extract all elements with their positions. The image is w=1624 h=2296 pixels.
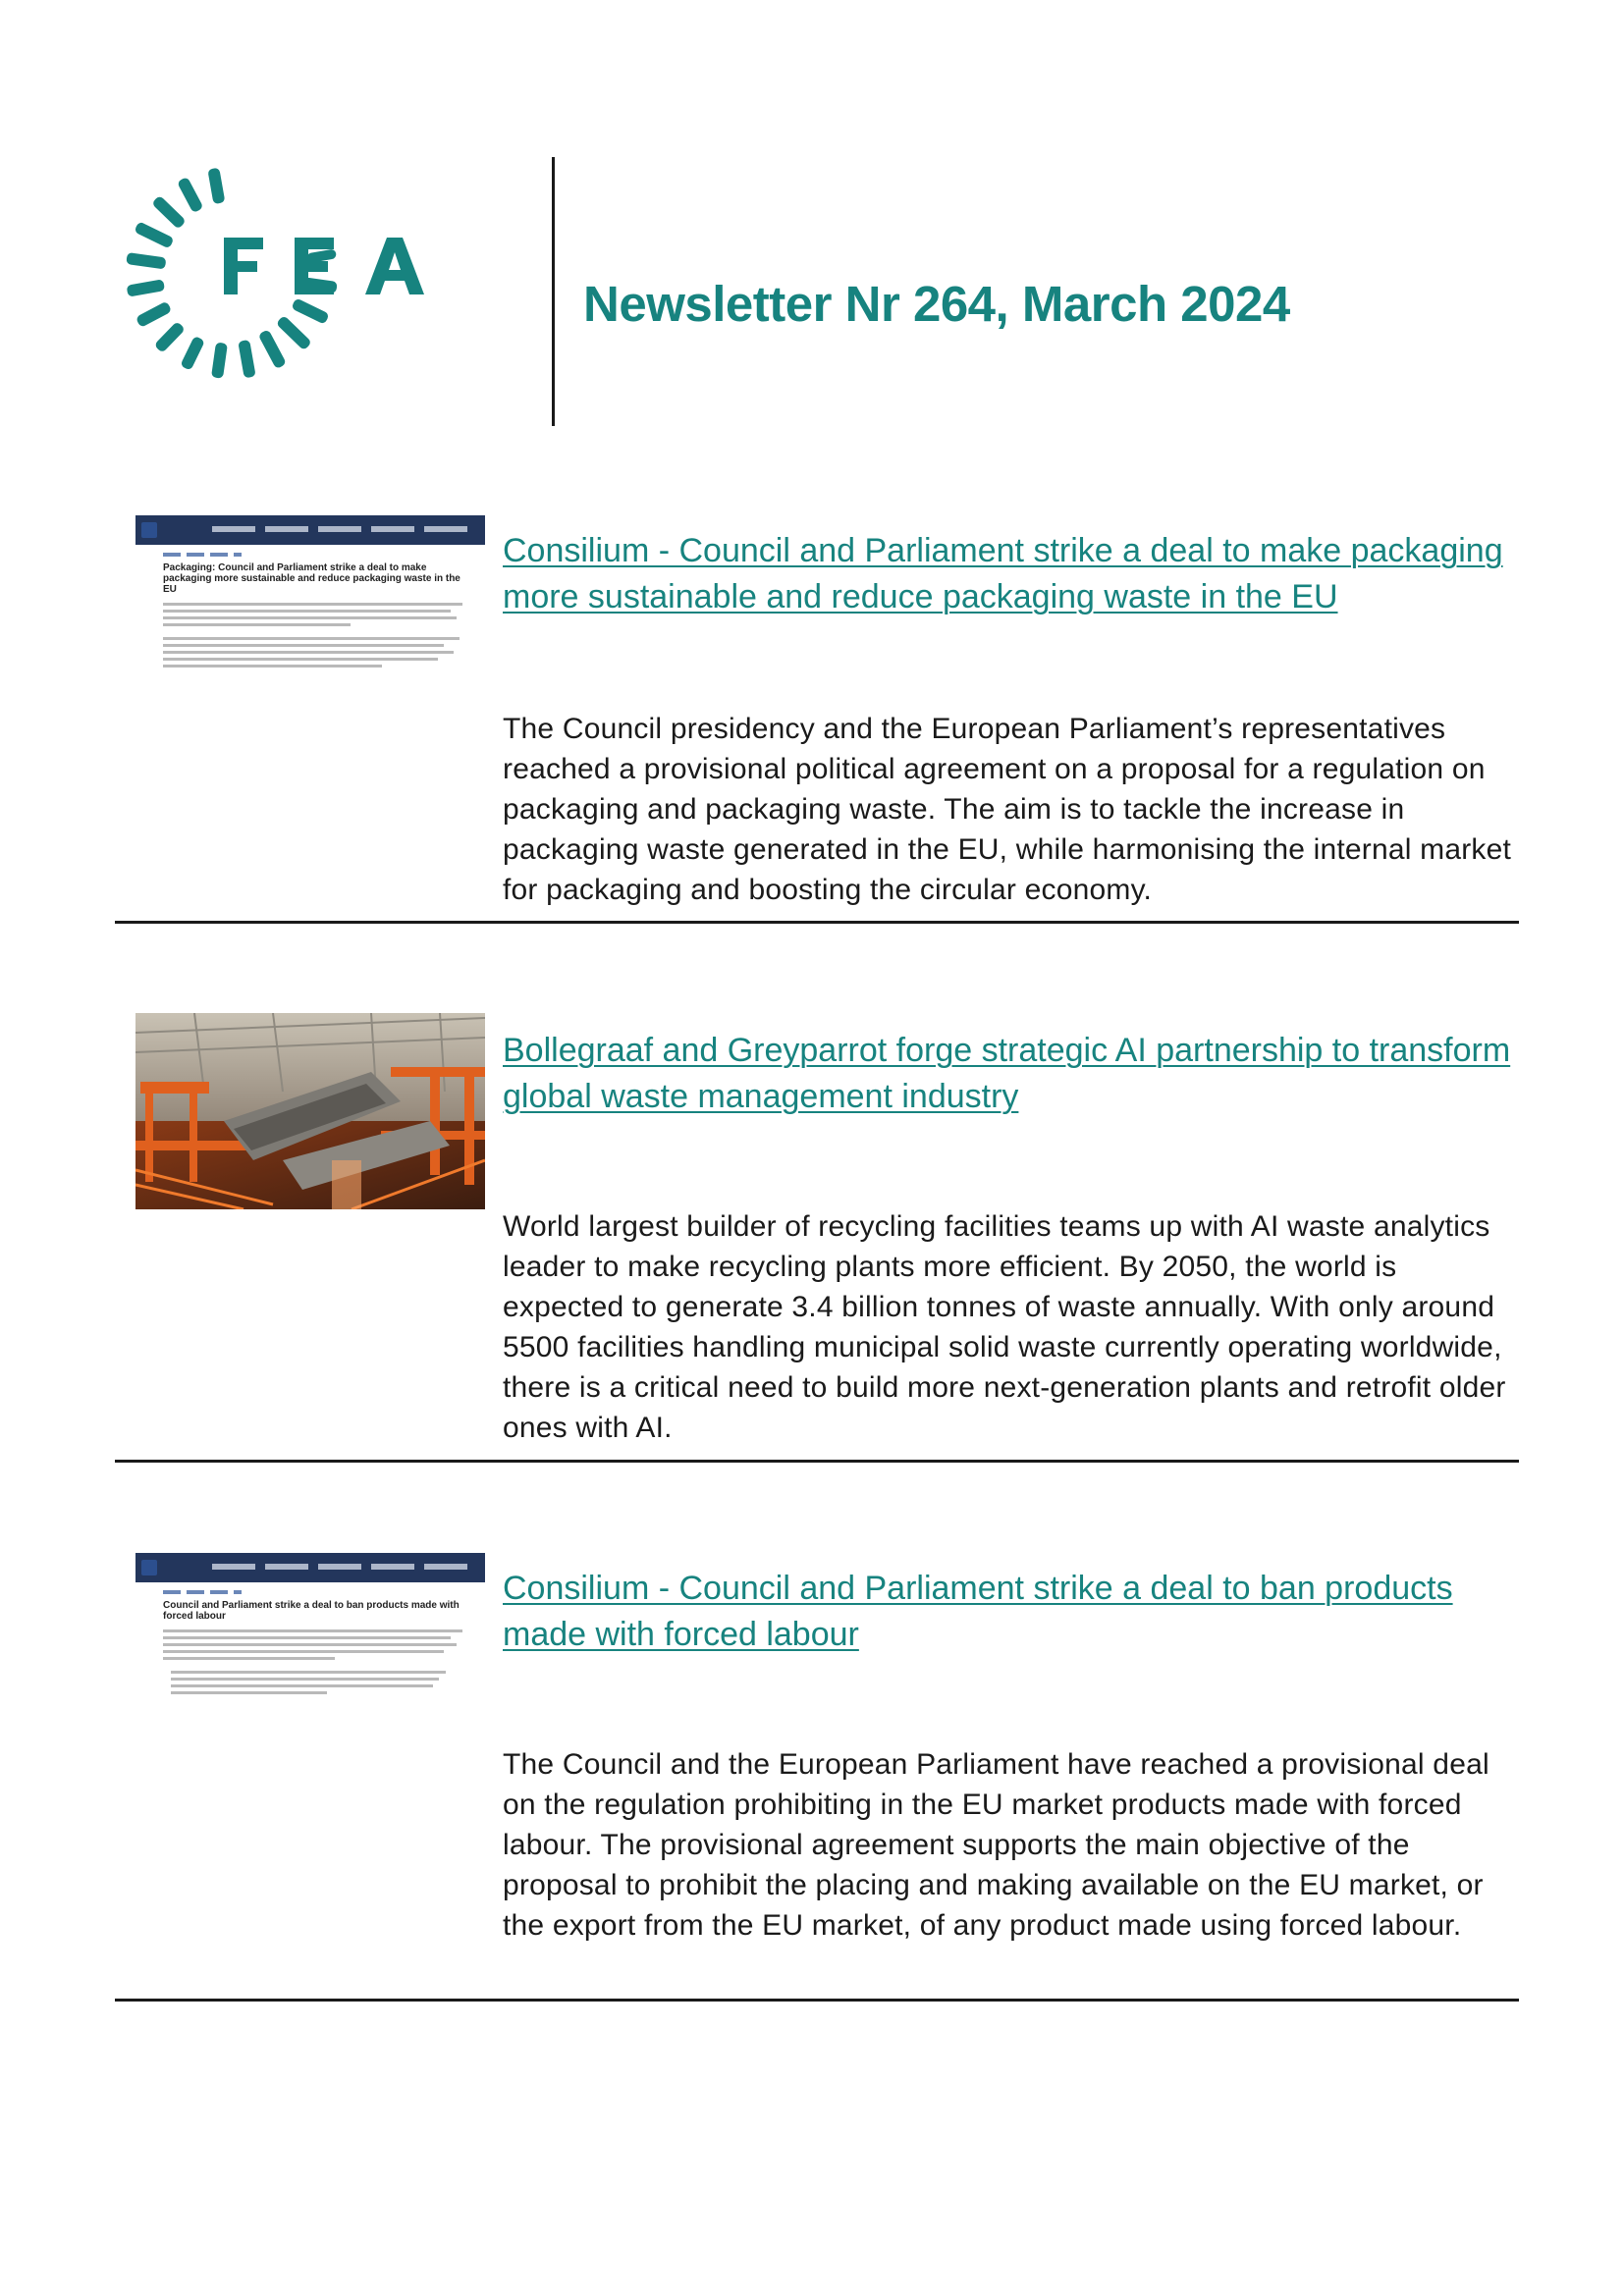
thumbnail-heading: Packaging: Council and Parliament strike a deal to make packaging more sustainable and reduce packaging waste in the EU bbox=[163, 562, 460, 595]
eu-emblem-icon bbox=[141, 522, 157, 538]
thumbnail-body-lines bbox=[163, 1629, 475, 1694]
article-link[interactable]: Consilium - Council and Parliament strike a deal to make packaging more sustainable and reduce packaging waste in the EU bbox=[503, 532, 1503, 615]
article-summary: World largest builder of recycling facilities teams up with AI waste analytics leader to make recycling plants more efficient. By 2050, the world is expected to generate 3.4 billion tonnes of waste annually. With only around 5500 facilities handling municipal solid waste currently operating worldwide, there is a critical need to build more next-generation plants and retrofit older ones with AI. bbox=[503, 1210, 1506, 1444]
article-summary: The Council and the European Parliament have reached a provisional deal on the regulation prohibiting in the EU market products made with forced labour. The provisional agreement supports the main objective of the proposal to prohibit the placing and making available on the EU market, or the export from the EU market, of any product made using forced labour. bbox=[503, 1748, 1489, 1942]
recycling-plant-photo bbox=[135, 1013, 485, 1209]
thumbnail-nav-bar bbox=[135, 1553, 485, 1582]
article-thumbnail[interactable] bbox=[135, 1013, 485, 1209]
article-link[interactable]: Consilium - Council and Parliament strike a deal to ban products made with forced labour bbox=[503, 1570, 1453, 1653]
thumbnail-nav-links bbox=[212, 526, 472, 532]
article-divider bbox=[115, 921, 1519, 924]
newsletter-title: Newsletter Nr 264, March 2024 bbox=[583, 276, 1290, 332]
article-thumbnail[interactable] bbox=[135, 1553, 485, 1730]
article-summary: The Council presidency and the European Parliament’s representatives reached a provisional political agreement on a proposal for a regulation on packaging and packaging waste. The aim is to tackle the increase in packaging waste generated in the EU, while harmonising the internal market for packaging and boosting the circular economy. bbox=[503, 713, 1512, 906]
article-divider bbox=[115, 1460, 1519, 1463]
article-thumbnail[interactable] bbox=[135, 515, 485, 702]
thumbnail-breadcrumb bbox=[163, 553, 242, 557]
thumbnail-body-lines bbox=[163, 603, 475, 667]
thumbnail-nav-bar bbox=[135, 515, 485, 545]
fea-logo-mark bbox=[116, 157, 440, 383]
header-divider bbox=[552, 157, 555, 426]
thumbnail-nav-links bbox=[212, 1564, 472, 1570]
article-divider bbox=[115, 1999, 1519, 2002]
thumbnail-heading: Council and Parliament strike a deal to ban products made with forced labour bbox=[163, 1600, 460, 1622]
eu-emblem-icon bbox=[141, 1560, 157, 1575]
thumbnail-breadcrumb bbox=[163, 1590, 242, 1594]
article-link[interactable]: Bollegraaf and Greyparrot forge strategic AI partnership to transform global waste management industry bbox=[503, 1032, 1511, 1115]
fea-logo bbox=[116, 157, 440, 383]
